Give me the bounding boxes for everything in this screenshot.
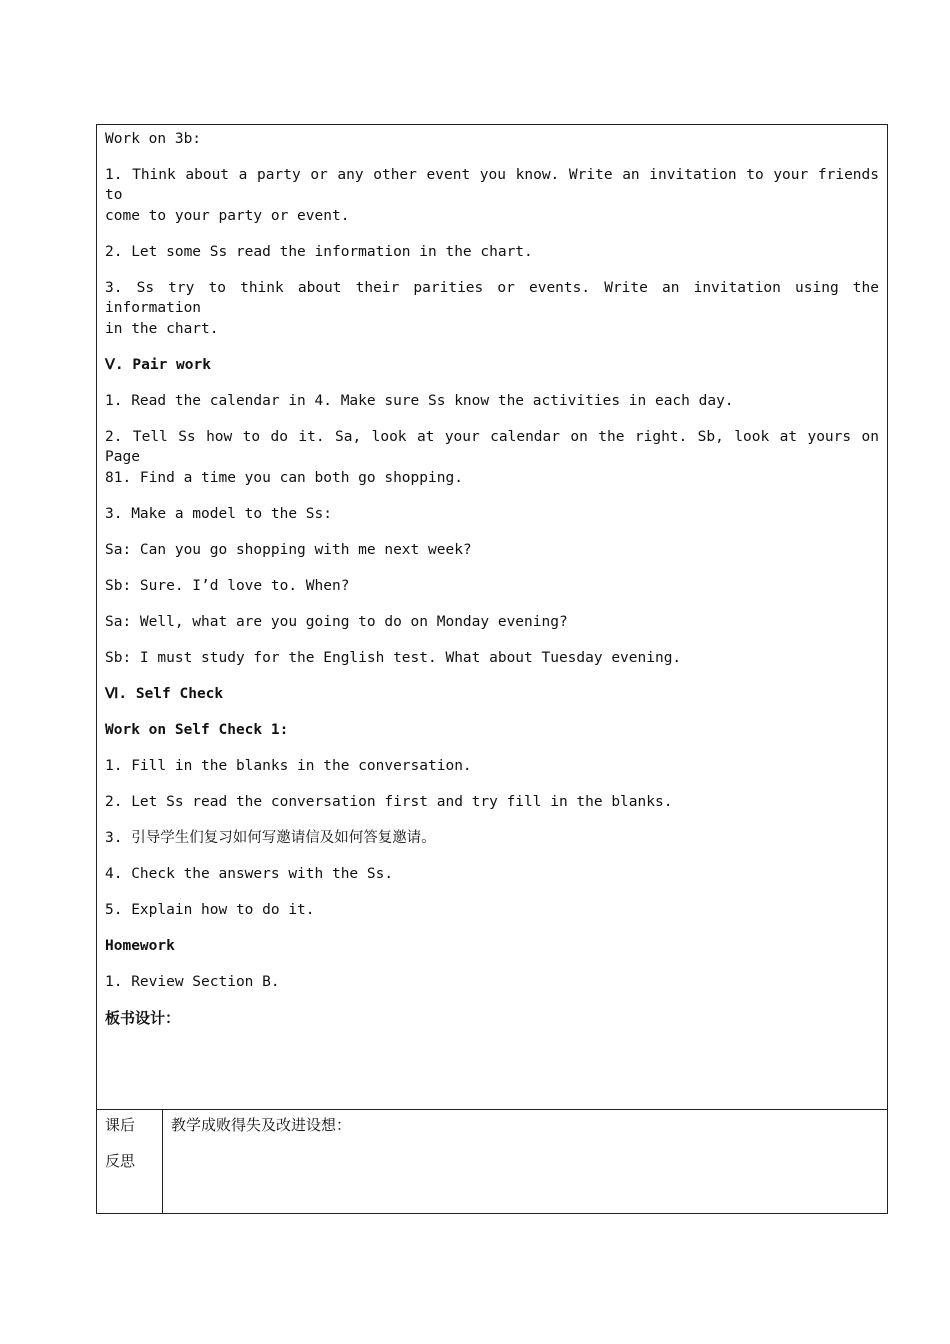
- text-line: 4. Check the answers with the Ss.: [105, 866, 394, 882]
- work-on-3b-heading: Work on 3b:: [105, 131, 202, 147]
- text-line: come to your party or event.: [105, 208, 350, 224]
- board-design-heading: 板书设计：: [105, 1009, 181, 1027]
- text-line: 3. Make a model to the Ss:: [105, 506, 332, 522]
- lesson-content-cell: [97, 125, 887, 1110]
- reflection-label-cell: [97, 1110, 163, 1213]
- reflection-content-cell: [163, 1110, 887, 1213]
- reflection-row: [97, 1110, 887, 1213]
- pair-work-heading: Ⅴ. Pair work: [105, 357, 211, 373]
- text-line: 3. 引导学生们复习如何写邀请信及如何答复邀请。: [105, 830, 436, 846]
- text-line: 1. Think about a party or any other event you know. Write an invitation to your friends to: [105, 167, 879, 203]
- dialogue-line: Sa: Can you go shopping with me next week?: [105, 542, 472, 558]
- text-line: 1. Fill in the blanks in the conversation.: [105, 758, 472, 774]
- text-line: 3. Ss try to think about their parities or events. Write an invitation using the information: [105, 280, 879, 316]
- text-line: 5. Explain how to do it.: [105, 902, 315, 918]
- reflection-prompt: 教学成败得失及改进设想：: [171, 1116, 352, 1134]
- reflection-label-line2: 反思: [105, 1152, 136, 1170]
- text-line: 2. Tell Ss how to do it. Sa, look at your calendar on the right. Sb, look at yours on Page: [105, 429, 879, 465]
- lesson-table: [96, 124, 888, 1214]
- dialogue-line: Sb: I must study for the English test. What about Tuesday evening.: [105, 650, 682, 666]
- self-check-subheading: Work on Self Check 1:: [105, 722, 289, 738]
- text-line: 81. Find a time you can both go shopping.: [105, 470, 463, 486]
- text-line: in the chart.: [105, 321, 219, 337]
- text-line: 1. Read the calendar in 4. Make sure Ss know the activities in each day.: [105, 393, 734, 409]
- text-line: 2. Let some Ss read the information in the chart.: [105, 244, 533, 260]
- reflection-label-line1: 课后: [105, 1116, 136, 1134]
- self-check-heading: Ⅵ. Self Check: [105, 686, 224, 702]
- dialogue-line: Sa: Well, what are you going to do on Monday evening?: [105, 614, 568, 630]
- text-line: 2. Let Ss read the conversation first and try fill in the blanks.: [105, 794, 673, 810]
- text-line: 1. Review Section B.: [105, 974, 280, 990]
- dialogue-line: Sb: Sure. I’d love to. When?: [105, 578, 350, 594]
- homework-heading: Homework: [105, 938, 175, 954]
